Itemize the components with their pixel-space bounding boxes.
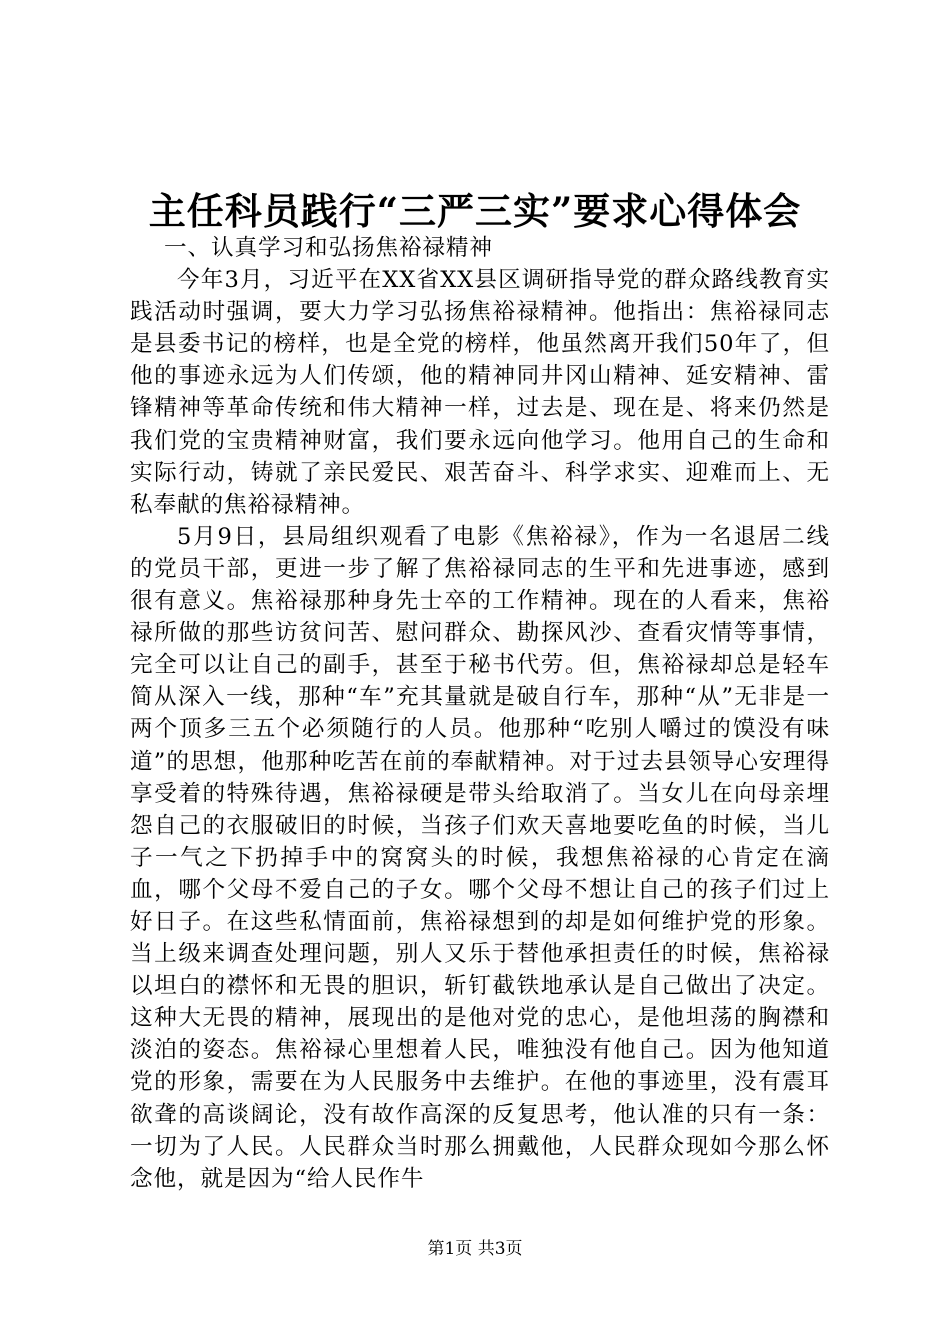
section-heading: 一、认真学习和弘扬焦裕禄精神: [164, 235, 493, 261]
document-title: 主任科员践行“三严三实”要求心得体会: [148, 189, 802, 233]
paragraph: 今年3月，习近平在XX省XX县区调研指导党的群众路线教育实践活动时强调，要大力学习弘扬焦裕禄精神。他指出：焦裕禄同志是县委书记的榜样，也是全党的榜样，他虽然离开我们50年了，但他的事迹永远为人们传颂，他的精神同井冈山精神、延安精神、雷锋精神等革命传统和伟大精神一样，过去是、现在是、将来仍然是我们党的宝贵精神财富，我们要永远向他学习。他用自己的生命和实际行动，铸就了亲民爱民、艰苦奋斗、科学求实、迎难而上、无私奉献的焦裕禄精神。: [130, 267, 830, 518]
paragraph: 5月9日，县局组织观看了电影《焦裕禄》，作为一名退居二线的党员干部，更进一步了解了焦裕禄同志的生平和先进事迹，感到很有意义。焦裕禄那种身先士卒的工作精神。现在的人看来，焦裕禄所做的那些访贫问苦、慰问群众、勘探风沙、查看灾情等事情，完全可以让自己的副手，甚至于秘书代劳。但，焦裕禄却总是轻车简从深入一线，那种“车”充其量就是破自行车，那种“从”无非是一两个顶多三五个必须随行的人员。他那种“吃别人嚼过的馍没有味道”的思想，他那种吃苦在前的奉献精神。对于过去县领导心安理得享受着的特殊待遇，焦裕禄硬是带头给取消了。当女儿在向母亲埋怨自己的衣服破旧的时候，当孩子们欢天喜地要吃鱼的时候，当儿子一气之下扔掉手中的窝窝头的时候，我想焦裕禄的心肯定在滴血，哪个父母不爱自己的子女。哪个父母不想让自己的孩子们过上好日子。在这些私情面前，焦裕禄想到的却是如何维护党的形象。当上级来调查处理问题，别人又乐于替他承担责任的时候，焦裕禄以坦白的襟怀和无畏的胆识，斩钉截铁地承认是自己做出了决定。这种大无畏的精神，展现出的是他对党的忠心，是他坦荡的胸襟和淡泊的姿态。焦裕禄心里想着人民，唯独没有他自己。因为他知道党的形象，需要在为人民服务中去维护。在他的事迹里，没有震耳欲聋的高谈阔论，没有故作高深的反复思考，他认准的只有一条：一切为了人民。人民群众当时那么拥戴他，人民群众现如今那么怀念他，就是因为“给人民作牛: [130, 523, 830, 1192]
page-number-footer: 第1页 共3页: [427, 1239, 523, 1259]
document-body: [130, 232, 830, 1195]
